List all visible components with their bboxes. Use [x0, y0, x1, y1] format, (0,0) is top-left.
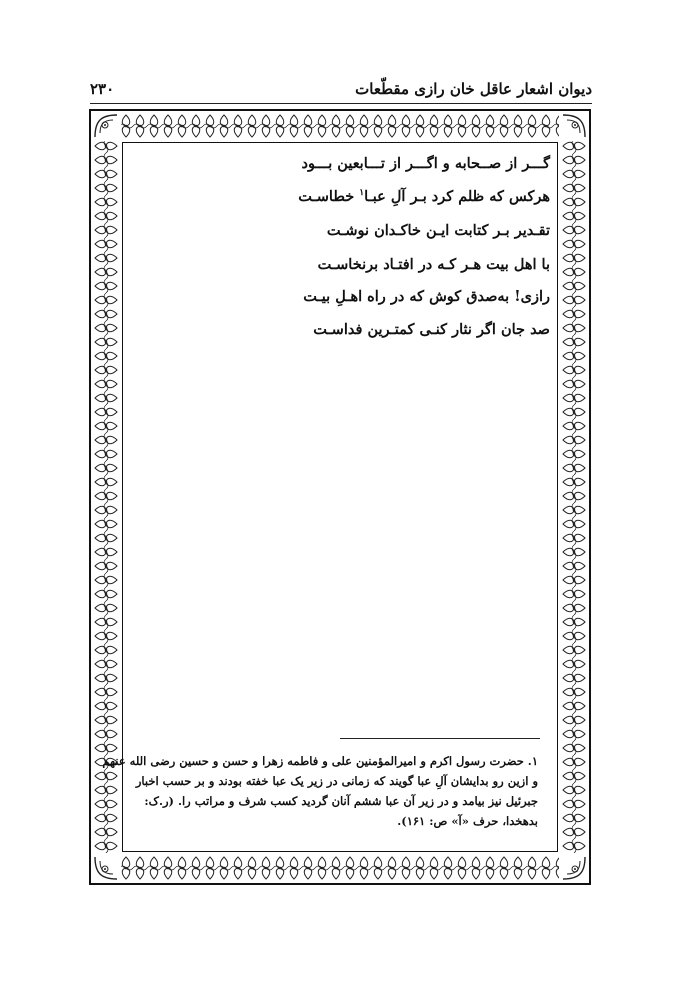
poem-line-3: تقـدیر بـر کتابت ایـن خاکـدان نوشـت [326, 222, 550, 239]
footnote-rule [340, 738, 540, 739]
footnote-line-4: بدهخدا، حرف «آ» ص: ۱۶۱). [397, 814, 538, 828]
footnote-mark: ۱ [359, 188, 365, 199]
footnote-line-1: ۱. حضرت رسول اکرم و امیرالمؤمنین علی و فاطمه زهرا و حسن و حسین رضی الله عنهم [102, 754, 538, 768]
poem-line-2-tail: خطاسـت [298, 188, 355, 205]
ornament-border-bottom [91, 853, 589, 883]
ornament-border-top [91, 111, 589, 141]
page-header [90, 78, 592, 102]
header-rule [90, 103, 592, 104]
poem-line-2 [298, 188, 550, 205]
ornament-corner-bottom-left [91, 853, 121, 883]
poem-line-6: صد جان اگر نثار کنـی کمتـرین فداسـت [313, 321, 550, 338]
ornament-corner-top-left [91, 111, 121, 141]
poem-line-2-text: هرکس که ظلم کرد بـر آلِ عبـا [364, 188, 550, 205]
ornament-corner-bottom-right [559, 853, 589, 883]
poem-line-4: با اهل بیت هـر کـه در افتـاد برنخاسـت [317, 256, 550, 273]
footnote-line-2: و ازین رو بدایشان آلِ عبا گویند که زمانی در زیر یک عبا خفته بودند و بر حسب اخبار [135, 774, 538, 788]
footnote [102, 751, 538, 831]
ornamental-frame-inner [102, 142, 558, 852]
book-title: دیوان اشعار عاقل خان رازی مقطّعات [355, 80, 592, 98]
ornament-border-right [559, 111, 589, 883]
poem-line-5: رازی! به‌صدق کوش که در راه اهـلِ بیـت [303, 288, 550, 305]
footnote-line-3: جبرئیل نیز بیامد و در زیر آن عبا ششم آنان گردید کسب شرف و مراتب را. (ر.ک: [144, 794, 538, 808]
page-number: ۲۳۰ [90, 80, 115, 98]
poem-line-1: گـــر از صــحابه و اگـــر از تـــابعین بـــود [301, 155, 550, 172]
ornament-corner-top-right [559, 111, 589, 141]
